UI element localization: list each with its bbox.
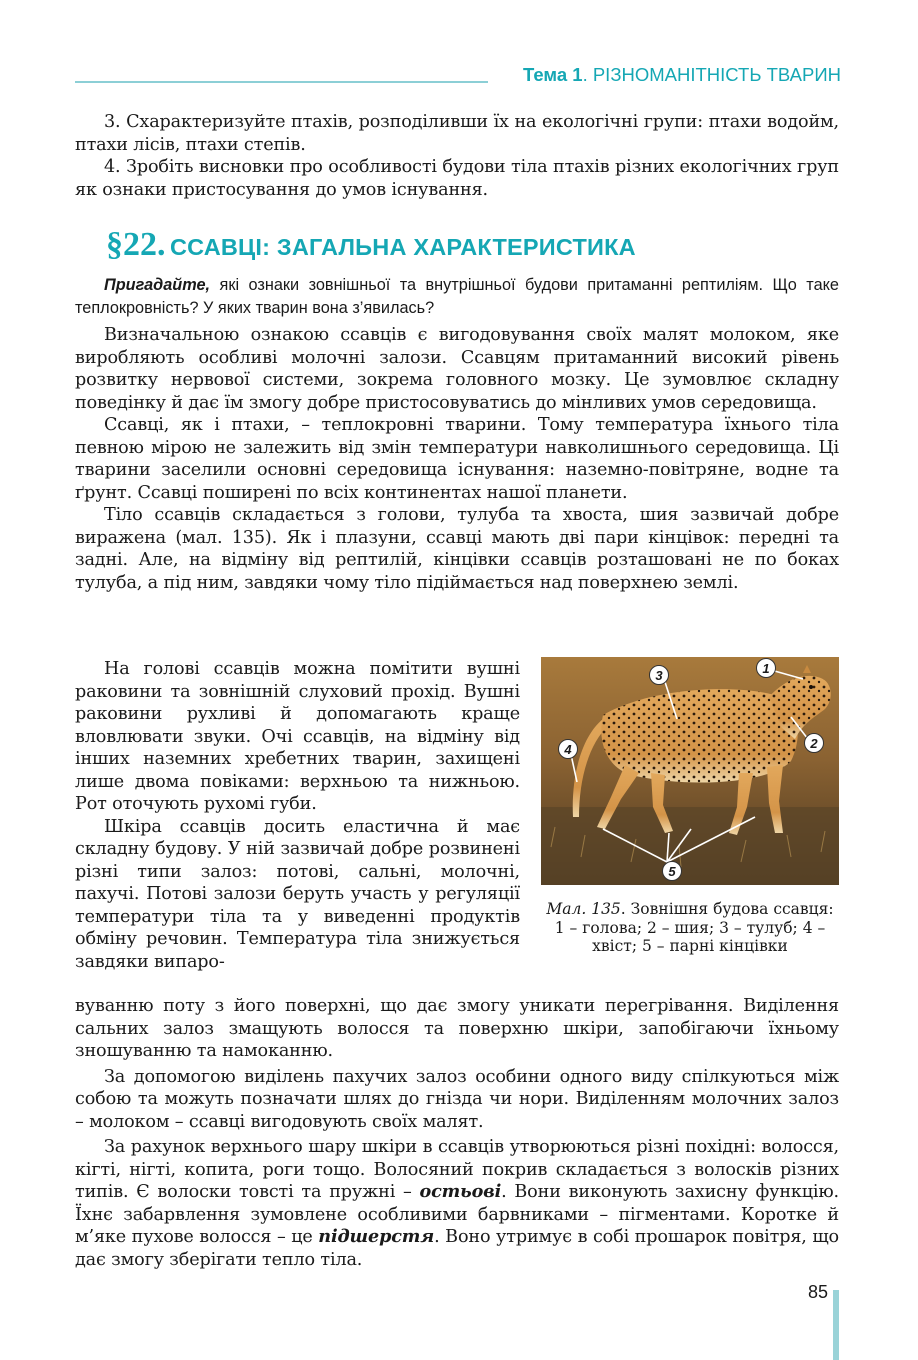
task-3: 3. Схарактеризуйте птахів, розподіливши їх на екологічні групи: птахи водойм, птахи лісів, птахи степів. — [75, 112, 839, 155]
section-number: §22. — [106, 226, 166, 263]
paragraph-5b: вуванню поту з його поверхні, що дає змогу уникати перегрівання. Виділення сальних залоз змащують волосся та поверхню шкіри, запобігаючи їхньому зношуванню та намоканню. — [75, 996, 839, 1061]
recall-questions: які ознаки зовнішньої та внутрішньої будови притаманні рептиліям. Що таке теплокровність? У яких тварин вона з’явилась? — [75, 276, 839, 317]
page-edge-bar — [833, 1290, 839, 1360]
caption-text: . Зовнішня будова ссавця: 1 – голова; 2 – шия; 3 – тулуб; 4 – хвіст; 5 – парні кінцівки — [554, 900, 834, 956]
paragraph-1: Визначальною ознакою ссавців є вигодовування своїх малят молоком, яке виробляють особливі молочні залози. Ссавцям притаманний високий рівень розвитку нервової системи, зокрема головного мозку. Це зумовлює складну поведінку й дає їм змогу добре пристосовуватись до мінливих умов середовища. — [75, 325, 839, 413]
section-heading — [106, 226, 636, 264]
paragraph-4: На голові ссавців можна помітити вушні раковини та зовнішній слуховий прохід. Вушні раковини рухливі й допомагають краще вловлювати звуки. Очі ссавців, на відміну від інших наземних хребетних тварин, захищені лише двома повіками: верхньою та нижньою. Рот оточують рухомі губи. — [75, 659, 520, 814]
body-wrapped — [75, 658, 520, 973]
header-rule — [75, 81, 488, 83]
term-guard-hair: остьові — [419, 1181, 502, 1202]
paragraph-3: Тіло ссавців складається з голови, тулуба та хвоста, шия зазвичай добре виражена (мал. 135). Як і плазуни, ссавці мають дві пари кінцівок: передні та задні. Але, на відміну від рептилій, кінцівки ссавців розташовані не по боках тулуба, а під ним, завдяки чому тіло підіймається над поверхнею землі. — [75, 505, 839, 593]
body-bottom — [75, 995, 839, 1271]
paragraph-7-part-1: За рахунок верхнього шару шкіри в ссавців утворюються різні похідні: волосся, кігті, нігті, копита, роги тощо. Волосяний покрив складається з волосків різних типів. Є волоски товсті та пружні – — [75, 1137, 839, 1202]
running-header — [493, 64, 841, 86]
recall-block — [75, 274, 839, 319]
label-5: 5 — [668, 864, 676, 879]
recall-text — [75, 274, 839, 319]
figure-caption — [541, 900, 839, 956]
paragraph-7-part-3: . Воно утримує в собі прошарок повітря, що дає змогу зберігати тепло тіла. — [75, 1227, 839, 1270]
paragraph-6: За допомогою виділень пахучих залоз особини одного виду спілкуються між собою та можуть позначати шлях до гнізда чи нори. Виділенням молочних залоз – молоком – ссавці вигодовують своїх малят. — [75, 1066, 839, 1132]
topic-separator: . — [582, 64, 593, 85]
topic-label: Тема 1 — [522, 64, 583, 85]
paragraph-7 — [75, 1136, 839, 1271]
topic-title: РІЗНОМАНІТНІСТЬ ТВАРИН — [592, 64, 841, 85]
paragraph-5a: Шкіра ссавців досить еластична й має складну будову. У ній зазвичай добре розвинені різні типи залоз: потові, сальні, молочні, пахучі. Потові залози беруть участь у регуляції температури тіла та у виведенні продуктів обміну речовин. Температура тіла знижується завдяки випаро- — [75, 816, 520, 972]
paragraph-2: Ссавці, як і птахи, – теплокровні тварини. Тому температура їхнього тіла певною мірою не залежить від змін температури навколишнього середовища. Ці тварини заселили основні середовища існування: наземно-повітряне, водне та ґрунт. Ссавці поширені по всіх континентах нашої планети. — [75, 415, 839, 503]
page-number: 85 — [807, 1282, 828, 1302]
label-4: 4 — [564, 742, 572, 757]
caption-label: Мал. 135 — [546, 900, 621, 918]
paragraph-7-part-2: . Вони виконують захисну функцію. Їхнє забарвлення зумовлене особливими барвниками – пігментами. Коротке й м’яке пухове волосся – це — [75, 1182, 839, 1247]
label-2: 2 — [810, 736, 818, 751]
label-1: 1 — [762, 661, 770, 676]
figure-cheetah — [541, 657, 839, 885]
body-top — [75, 324, 839, 594]
cheetah-illustration — [541, 657, 839, 885]
section-title: ССАВЦІ: ЗАГАЛЬНА ХАРАКТЕРИСТИКА — [169, 234, 636, 260]
term-underfur: підшерстя — [318, 1226, 435, 1247]
task-4: 4. Зробіть висновки про особливості будови тіла птахів різних екологічних груп як ознаки пристосування до умов існування. — [75, 157, 839, 200]
tasks-block — [75, 111, 839, 201]
label-3: 3 — [655, 668, 663, 683]
recall-lead: Пригадайте, — [104, 276, 211, 294]
